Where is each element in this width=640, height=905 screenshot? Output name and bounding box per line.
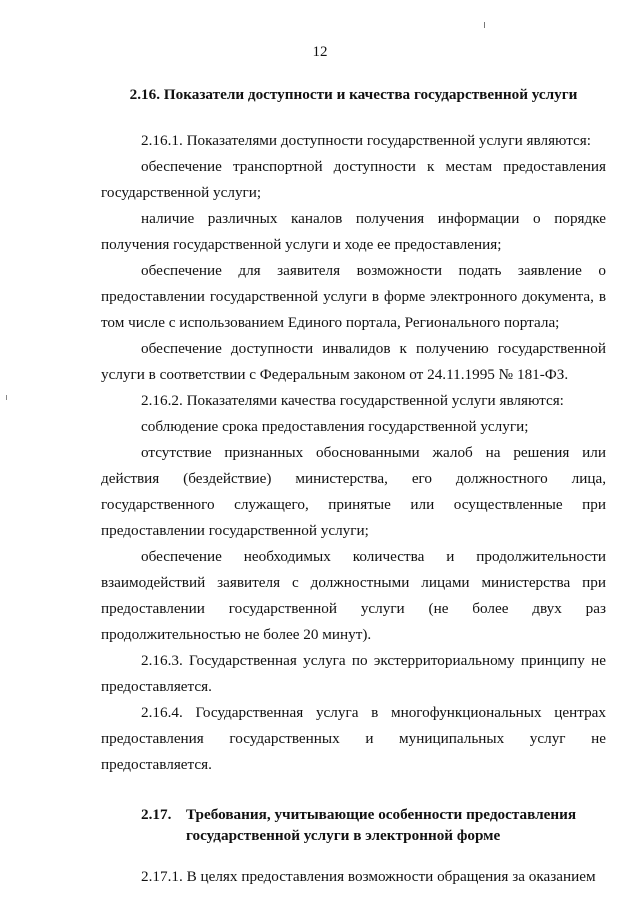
paragraph: обеспечение транспортной доступности к местам предоставления государственной услуги;	[101, 158, 606, 201]
paragraph: обеспечение доступности инвалидов к получению государственной услуги в соответствии с Федеральным законом от 24.11.1995 № 181-ФЗ.	[101, 340, 606, 383]
paragraph: обеспечение необходимых количества и продолжительности взаимодействий заявителя с должностными лицами министерства при предоставлении государственной услуги (не более двух раз продолжительностью не более 20 минут).	[101, 548, 606, 643]
paragraph-2-16-1: 2.16.1. Показателями доступности государственной услуги являются:	[141, 132, 591, 149]
paragraph: отсутствие признанных обоснованными жалоб на решения или действия (бездействие) министерства, его должностного лица, государственного служащего, принятые или осуществленные при предоставлении государственной услуги;	[101, 444, 606, 539]
page-number: 12	[312, 44, 328, 60]
paragraph-2-16-3: 2.16.3. Государственная услуга по экстерриториальному принципу не предоставляется.	[101, 652, 606, 695]
paragraph-2-17-1: 2.17.1. В целях предоставления возможности обращения за оказанием	[141, 868, 596, 885]
section-number: 2.17.	[141, 806, 172, 823]
scan-artifact	[6, 395, 7, 400]
section-heading-2-16: 2.16. Показатели доступности и качества государственной услуги	[129, 86, 578, 103]
paragraph-2-16-4: 2.16.4. Государственная услуга в многофункциональных центрах предоставления государственных и муниципальных услуг не предоставляется.	[101, 704, 606, 773]
section-title-line: государственной услуги в электронной форме	[186, 827, 501, 844]
paragraph: обеспечение для заявителя возможности подать заявление о предоставлении государственной услуги в форме электронного документа, в том числе с использованием Единого портала, Регионального портала;	[101, 262, 606, 331]
scan-artifact	[484, 22, 485, 28]
paragraph: соблюдение срока предоставления государственной услуги;	[141, 418, 529, 435]
paragraph: наличие различных каналов получения информации о порядке получения государственной услуги и ходе ее предоставления;	[101, 210, 606, 253]
section-heading-2-17	[101, 804, 606, 846]
section-title	[186, 804, 606, 846]
paragraph-2-16-2: 2.16.2. Показателями качества государственной услуги являются:	[141, 392, 564, 409]
section-title-line: Требования, учитывающие особенности предоставления	[186, 806, 577, 823]
document-body	[101, 82, 606, 890]
